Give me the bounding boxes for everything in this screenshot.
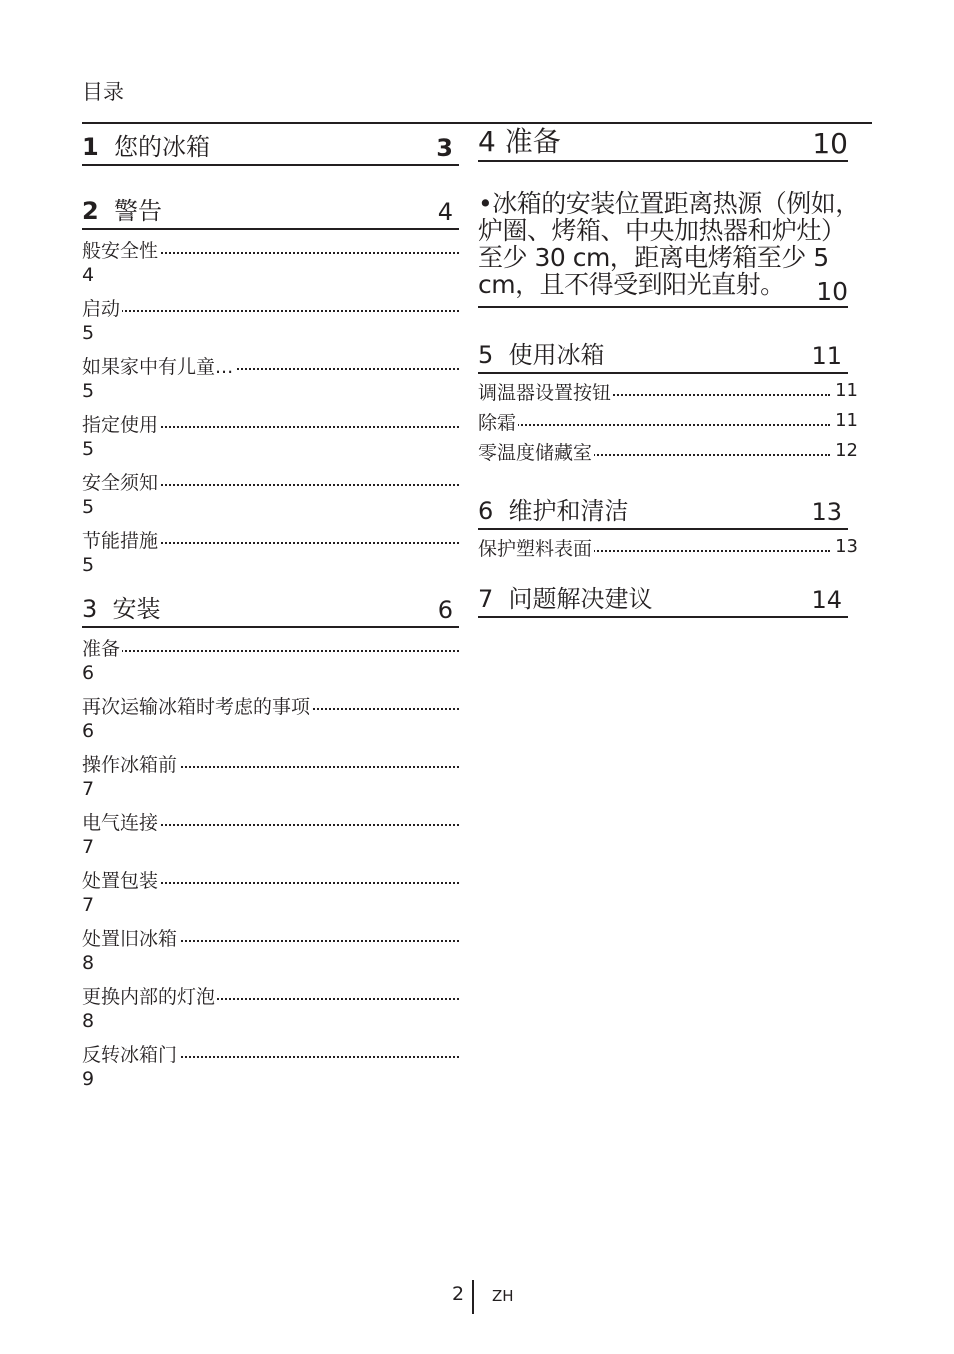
toc-left-column <box>82 124 459 1092</box>
entry-page: 6 <box>82 662 95 684</box>
entry-title: 准备 <box>82 634 122 661</box>
leader-dots <box>82 310 459 312</box>
section-page: 11 <box>811 342 842 370</box>
entry-title: 如果家中有儿童... <box>82 352 235 379</box>
entry-page: 13 <box>831 536 858 557</box>
entry-title: 电气连接 <box>82 808 160 835</box>
entry-page: 5 <box>82 554 95 576</box>
entry-title: 操作冰箱前 <box>82 750 179 777</box>
entry-title: 更换内部的灯泡 <box>82 982 217 1009</box>
entry-page: 5 <box>82 438 95 460</box>
toc-section-1[interactable] <box>82 124 459 166</box>
entry-title: 零温度储藏室 <box>478 438 594 465</box>
entry-title: 处置旧冰箱 <box>82 924 179 951</box>
section-number: 1 <box>82 133 99 161</box>
entry-page: 9 <box>82 1068 95 1090</box>
toc-entry[interactable] <box>82 404 459 462</box>
section-title: 警告 <box>113 197 162 225</box>
toc-entry[interactable] <box>82 462 459 520</box>
leader-dots <box>82 650 459 652</box>
toc-section-4[interactable] <box>478 124 848 162</box>
section-title: 安装 <box>112 595 161 623</box>
overlapping-text-block <box>478 189 860 308</box>
entry-page: 7 <box>82 778 95 800</box>
footer-divider <box>472 1280 474 1314</box>
entry-page: 5 <box>82 322 95 344</box>
entry-title: 除霜 <box>478 408 518 435</box>
toc-entry[interactable] <box>82 288 459 346</box>
toc-entry[interactable] <box>478 434 858 464</box>
toc-entry[interactable] <box>82 628 459 686</box>
entry-page: 5 <box>82 380 95 402</box>
toc-entry[interactable] <box>82 860 459 918</box>
toc-entry[interactable] <box>82 686 459 744</box>
section-number: 5 <box>478 341 494 369</box>
section-page: 3 <box>436 134 453 162</box>
entry-title: 安全须知 <box>82 468 160 495</box>
toc-section-3[interactable] <box>82 586 459 628</box>
section-number: 3 <box>82 595 98 623</box>
toc-entry[interactable] <box>82 520 459 578</box>
overlap-page: 10 <box>816 277 848 306</box>
entry-page: 5 <box>82 496 95 518</box>
footer-language: ZH <box>492 1287 514 1305</box>
toc-entry[interactable] <box>82 346 459 404</box>
entry-page: 12 <box>831 440 858 461</box>
entry-title: 启动 <box>82 294 122 321</box>
toc-entry[interactable] <box>478 404 858 434</box>
section-number: 6 <box>478 497 494 525</box>
section-number: 2 <box>82 197 99 225</box>
section-page: 10 <box>812 127 848 160</box>
entry-title: 节能措施 <box>82 526 160 553</box>
toc-entry[interactable] <box>478 374 858 404</box>
toc-entry[interactable] <box>478 530 858 560</box>
section-number: 7 <box>478 585 494 613</box>
entry-page: 11 <box>831 380 858 401</box>
entry-title: 再次运输冰箱时考虑的事项 <box>82 692 312 719</box>
overlap-text: •冰箱的安装位置距离热源（例如，炉圈、烤箱、中央加热器和炉灶）至少 30 cm，距离电烤箱至少 5 cm，且不得受到阳光直射。 <box>478 189 860 299</box>
entry-title: 处置包装 <box>82 866 160 893</box>
toc-entry[interactable] <box>82 918 459 976</box>
entry-page: 7 <box>82 894 95 916</box>
toc-title: 目录 <box>82 80 124 104</box>
entry-page: 8 <box>82 952 95 974</box>
toc-entry[interactable] <box>82 744 459 802</box>
leader-dots <box>478 424 830 426</box>
section-page: 13 <box>811 498 842 526</box>
footer-page-number: 2 <box>452 1283 465 1305</box>
entry-title: 指定使用 <box>82 410 160 437</box>
toc-entry[interactable] <box>82 230 459 288</box>
section-page: 4 <box>437 198 453 226</box>
toc-entry[interactable] <box>82 1034 459 1092</box>
entry-title: 反转冰箱门 <box>82 1040 179 1067</box>
toc-right-column <box>478 124 860 618</box>
toc-entry[interactable] <box>82 976 459 1034</box>
toc-section-2[interactable] <box>82 188 459 230</box>
section-page: 6 <box>437 596 453 624</box>
section-title: 维护和清洁 <box>508 497 629 525</box>
toc-entry[interactable] <box>82 802 459 860</box>
section-title: 您的冰箱 <box>113 133 210 161</box>
entry-page: 6 <box>82 720 95 742</box>
entry-page: 7 <box>82 836 95 858</box>
entry-title: 调温器设置按钮 <box>478 378 613 405</box>
toc-section-7[interactable] <box>478 576 848 618</box>
entry-page: 11 <box>831 410 858 431</box>
entry-page: 8 <box>82 1010 95 1032</box>
entry-page: 4 <box>82 264 95 286</box>
entry-title: 般安全性 <box>82 236 160 263</box>
toc-section-6[interactable] <box>478 488 848 530</box>
section-title: 4 准备 <box>478 125 561 158</box>
section-title: 问题解决建议 <box>508 585 653 613</box>
section-page: 14 <box>811 586 842 614</box>
entry-title: 保护塑料表面 <box>478 534 594 561</box>
toc-section-5[interactable] <box>478 332 848 374</box>
section-title: 使用冰箱 <box>508 341 605 369</box>
